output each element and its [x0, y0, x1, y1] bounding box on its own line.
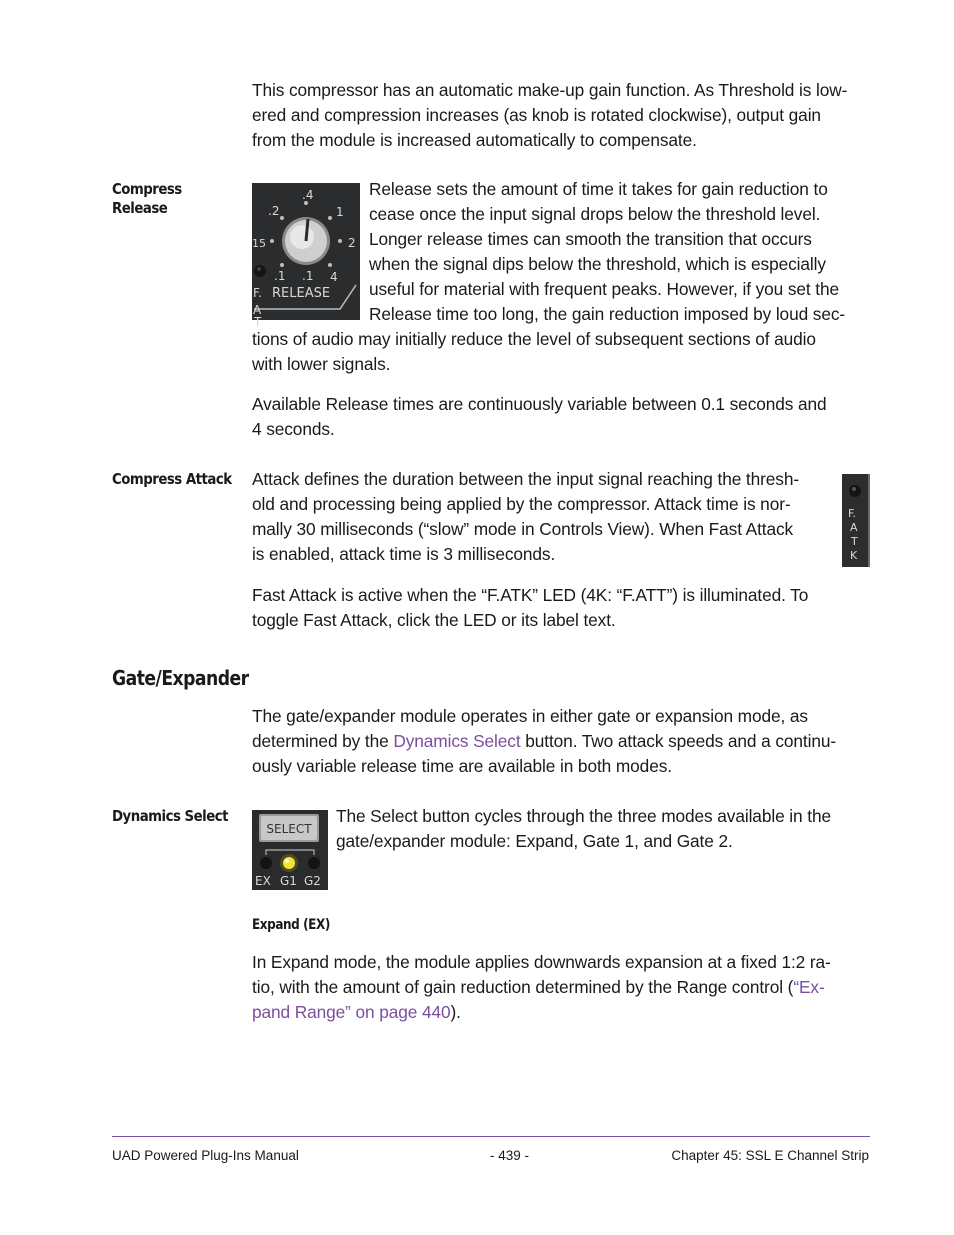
heading-line: Compress: [112, 180, 182, 198]
panel-label: A: [253, 303, 262, 317]
knob-tick-label: 1: [336, 205, 344, 219]
select-button-image: [252, 810, 328, 890]
expand-line-text: tio, with the amount of gain reduction determined by the Range control (: [252, 977, 794, 997]
intro-paragraph: [252, 78, 872, 153]
release-paragraph-full: [252, 327, 872, 377]
panel-label: RELEASE: [272, 286, 331, 301]
select-button-label: SELECT: [266, 822, 312, 836]
fast-attack-line: Fast Attack is active when the “F.ATK” LED (4K: “F.ATT”) is illuminated. To: [252, 585, 809, 605]
intro-line: from the module is increased automatically to compensate.: [252, 130, 697, 150]
heading-line: Compress Attack: [112, 470, 232, 488]
compress-attack-heading: [112, 470, 232, 489]
gate-line-text: determined by the: [252, 731, 394, 751]
fatk-letter: A: [850, 521, 858, 534]
release-knob-image: [252, 183, 360, 329]
expand-line: [252, 1000, 872, 1025]
attack-paragraph: [252, 467, 837, 567]
release-line: with lower signals.: [252, 354, 391, 374]
release-line: useful for material with frequent peaks. However, if you set the: [369, 279, 840, 299]
expand-line: [252, 975, 872, 1000]
release-range-line: Available Release times are continuously variable between 0.1 seconds and: [252, 394, 827, 414]
expand-line: In Expand mode, the module applies downwards expansion at a fixed 1:2 ra-: [252, 952, 831, 972]
knob-tick-label: 4: [330, 270, 338, 284]
gate-line: [252, 729, 872, 754]
attack-line: old and processing being applied by the compressor. Attack time is nor-: [252, 494, 791, 514]
intro-line: This compressor has an automatic make-up gain function. As Threshold is low-: [252, 80, 848, 100]
attack-line: Attack defines the duration between the input signal reaching the thresh-: [252, 469, 800, 489]
knob-tick-label: 15: [252, 237, 266, 250]
release-range-paragraph: [252, 392, 872, 442]
gate-line: ously variable release time are available in both modes.: [252, 756, 672, 776]
intro-line: ered and compression increases (as knob is rotated clockwise), output gain: [252, 105, 821, 125]
footer-page-number: - 439 -: [490, 1148, 530, 1163]
heading-line: Dynamics Select: [112, 807, 228, 825]
expand-range-link[interactable]: “Ex-: [793, 977, 825, 997]
expand-range-link-cont[interactable]: pand Range” on page 440: [252, 1002, 451, 1022]
gate-expander-paragraph: [252, 704, 872, 779]
fatk-letter: K: [850, 549, 858, 562]
release-line: Longer release times can smooth the transition that occurs: [369, 229, 812, 249]
heading-line: Release: [112, 199, 168, 217]
dynamics-select-link[interactable]: Dynamics Select: [393, 731, 521, 751]
fast-attack-line: toggle Fast Attack, click the LED or its label text.: [252, 610, 616, 630]
knob-tick-label: 2: [348, 236, 356, 250]
release-paragraph-wrapped: [369, 177, 874, 327]
release-line: when the signal dips below the threshold, which is especially: [369, 254, 826, 274]
footer-right: Chapter 45: SSL E Channel Strip: [671, 1148, 869, 1163]
fatk-letter: F.: [848, 507, 857, 520]
dynamics-line: The Select button cycles through the three modes available in the: [336, 806, 831, 826]
release-range-line: 4 seconds.: [252, 419, 335, 439]
knob-tick-label: .1: [302, 269, 314, 283]
compress-release-heading: [112, 180, 182, 218]
gate-line-text: button. Two attack speeds and a continu-: [520, 731, 837, 751]
release-line: Release sets the amount of time it takes for gain reduction to: [369, 179, 828, 199]
footer-left: UAD Powered Plug-Ins Manual: [112, 1148, 299, 1163]
led-label-ex: EX: [255, 874, 271, 888]
dynamics-select-paragraph: [336, 804, 871, 854]
dynamics-select-heading: [112, 807, 228, 826]
release-line: tions of audio may initially reduce the level of subsequent sections of audio: [252, 329, 816, 349]
release-line: cease once the input signal drops below the threshold level.: [369, 204, 821, 224]
panel-label: F.: [253, 286, 262, 300]
attack-line: is enabled, attack time is 3 milliseconds.: [252, 544, 556, 564]
fatk-letter: T: [851, 535, 858, 548]
release-line: Release time too long, the gain reduction imposed by loud sec-: [369, 304, 846, 324]
expand-paragraph: [252, 950, 872, 1025]
led-label-g1: G1: [280, 874, 297, 888]
gate-expander-heading: Gate/Expander: [112, 666, 249, 690]
footer-rule: [112, 1136, 870, 1137]
knob-tick-label: .2: [268, 204, 280, 218]
gate-line: The gate/expander module operates in either gate or expansion mode, as: [252, 706, 808, 726]
dynamics-line: gate/expander module: Expand, Gate 1, and Gate 2.: [336, 831, 733, 851]
knob-tick-label: .4: [302, 188, 314, 202]
attack-line: mally 30 milliseconds (“slow” mode in Controls View). When Fast Attack: [252, 519, 794, 539]
expand-line-text: ).: [450, 1002, 461, 1022]
led-label-g2: G2: [304, 874, 321, 888]
expand-heading: Expand (EX): [252, 917, 330, 933]
fast-attack-paragraph: [252, 583, 872, 633]
knob-tick-label: .1: [274, 269, 286, 283]
panel-label: T: [254, 315, 262, 329]
fast-attack-image: [842, 474, 870, 567]
